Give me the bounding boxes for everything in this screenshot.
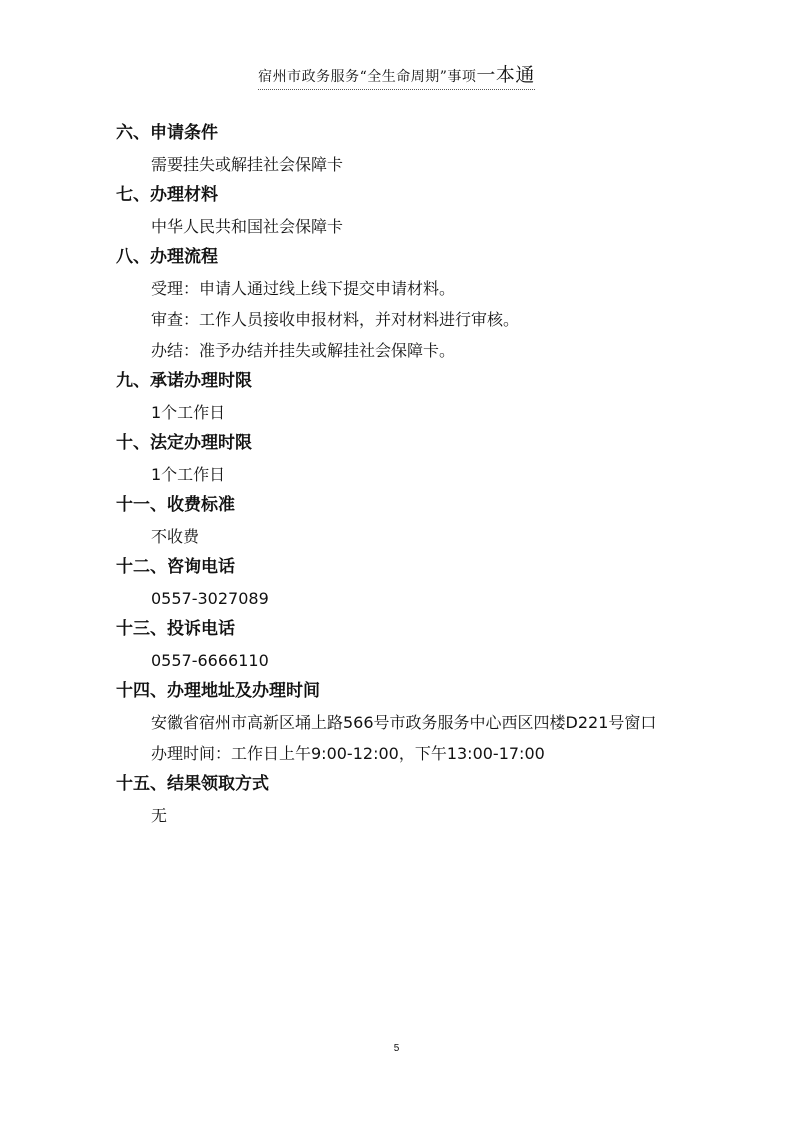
- section-heading-fee-standard: 十一、收费标准: [116, 495, 235, 515]
- promised-time-limit-text: 1个工作日: [151, 403, 226, 422]
- office-hours-text: 办理时间：工作日上午9:00-12:00，下午13:00-17:00: [151, 744, 545, 763]
- section-heading-address-and-hours: 十四、办理地址及办理时间: [116, 681, 320, 701]
- statutory-time-limit-text: 1个工作日: [151, 465, 226, 484]
- page-number: 5: [393, 1043, 400, 1054]
- required-materials-text: 中华人民共和国社会保障卡: [151, 217, 344, 236]
- section-heading-inquiry-phone: 十二、咨询电话: [116, 557, 235, 577]
- process-step-review: 审查：工作人员接收申报材料，并对材料进行审核。: [151, 310, 520, 329]
- inquiry-phone-text: 0557-3027089: [151, 589, 269, 608]
- section-heading-complaint-phone: 十三、投诉电话: [116, 619, 235, 639]
- section-heading-required-materials: 七、办理材料: [116, 185, 218, 205]
- fee-standard-text: 不收费: [151, 527, 200, 546]
- header-title-main: 宿州市政务服务“全生命周期”事项: [258, 69, 477, 85]
- section-heading-application-conditions: 六、申请条件: [116, 123, 218, 143]
- process-step-acceptance: 受理：申请人通过线上线下提交申请材料。: [151, 279, 456, 298]
- section-heading-process: 八、办理流程: [116, 247, 218, 267]
- document-body: [116, 118, 696, 831]
- page-header: [0, 60, 793, 90]
- header-title: [258, 60, 535, 90]
- section-heading-statutory-time-limit: 十、法定办理时限: [116, 433, 252, 453]
- section-heading-promised-time-limit: 九、承诺办理时限: [116, 371, 252, 391]
- application-conditions-text: 需要挂失或解挂社会保障卡: [151, 155, 344, 174]
- complaint-phone-text: 0557-6666110: [151, 651, 269, 670]
- office-address-text: 安徽省宿州市高新区埇上路566号市政务服务中心西区四楼D221号窗口: [151, 713, 657, 732]
- process-step-completion: 办结：准予办结并挂失或解挂社会保障卡。: [151, 341, 456, 360]
- section-heading-result-collection: 十五、结果领取方式: [116, 774, 269, 794]
- header-title-emphasis: 一本通: [476, 64, 535, 86]
- result-collection-text: 无: [151, 806, 168, 825]
